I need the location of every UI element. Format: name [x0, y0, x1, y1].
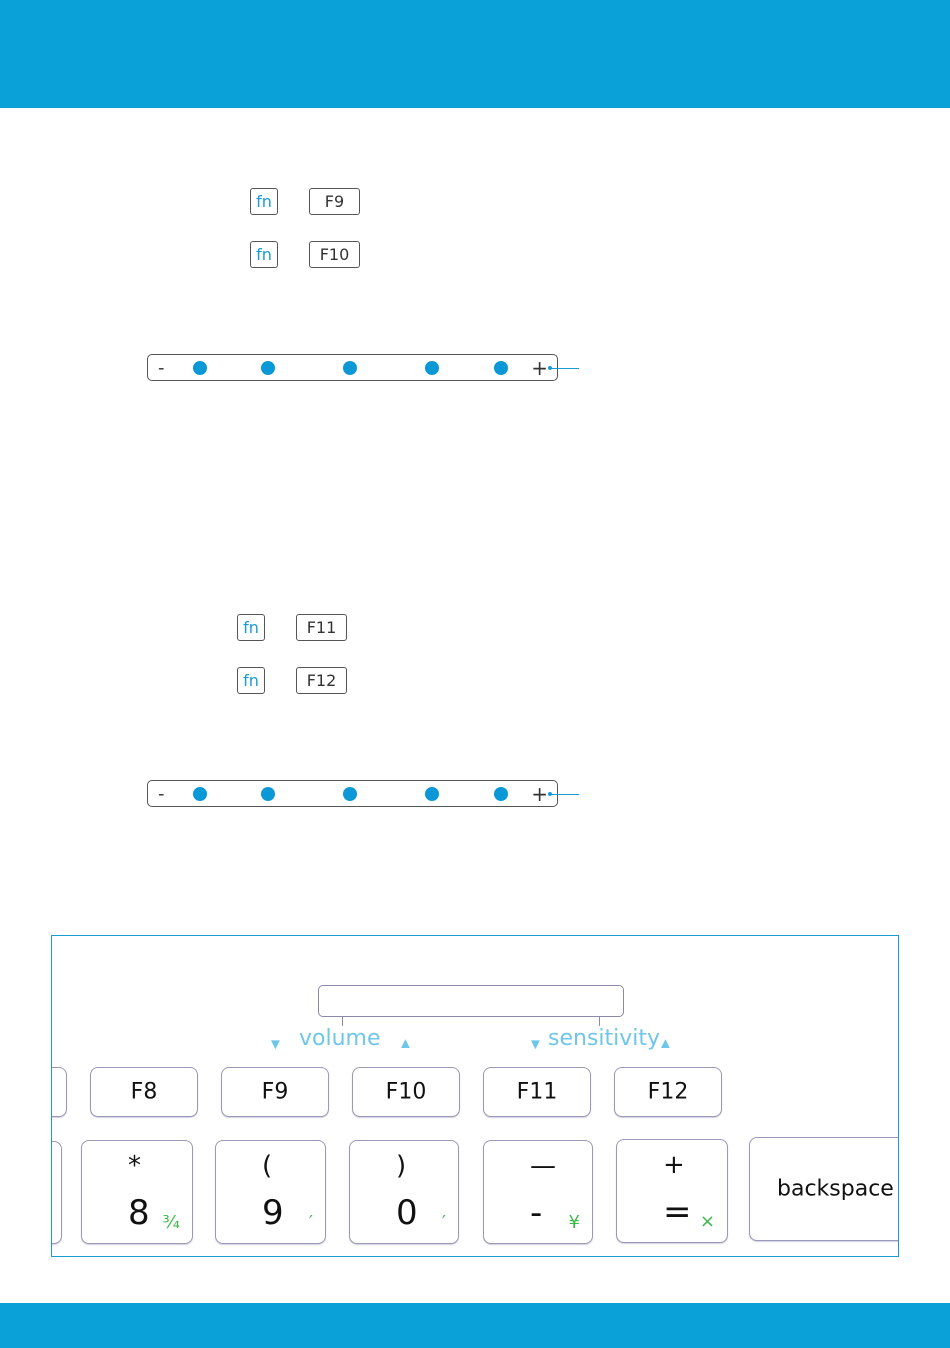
f12-key: F12 — [296, 667, 347, 694]
volume-level-indicator — [147, 354, 558, 381]
key-0: ) 0 ′ — [349, 1140, 459, 1244]
sensitivity-level-indicator — [147, 780, 558, 807]
partial-key — [51, 1141, 62, 1244]
display-bar — [318, 985, 624, 1017]
f11-key: F11 — [483, 1067, 591, 1117]
level-dot — [261, 787, 275, 801]
plus-icon: + — [531, 355, 548, 380]
minus-icon: - — [158, 357, 165, 378]
footer-band — [0, 1303, 950, 1348]
triangle-down-icon: ▼ — [268, 1036, 283, 1053]
fn-key: fn — [250, 188, 278, 215]
level-dot — [494, 361, 508, 375]
f9-key: F9 — [221, 1067, 329, 1117]
key-8: * 8 ¾ — [81, 1140, 193, 1244]
level-dot — [193, 361, 207, 375]
level-dot — [261, 361, 275, 375]
callout-line — [551, 794, 579, 795]
level-dot — [425, 787, 439, 801]
bar-tick — [342, 1017, 343, 1026]
f10-key: F10 — [309, 241, 360, 268]
level-dot — [193, 787, 207, 801]
plus-icon: + — [531, 781, 548, 806]
keyboard-illustration — [51, 935, 899, 1257]
callout-line — [551, 368, 579, 369]
volume-caption: volume — [299, 1026, 381, 1051]
minus-icon: - — [158, 783, 165, 804]
key-equals: + = × — [616, 1139, 728, 1243]
key-minus: — - ¥ — [483, 1140, 593, 1244]
partial-key — [51, 1067, 67, 1117]
triangle-up-icon: ▲ — [398, 1035, 413, 1052]
level-dot — [343, 787, 357, 801]
bar-tick — [599, 1017, 600, 1026]
backspace-key: backspace — [749, 1137, 899, 1241]
sensitivity-caption: sensitivity — [548, 1026, 661, 1051]
f11-key: F11 — [296, 614, 347, 641]
triangle-down-icon: ▼ — [528, 1036, 543, 1053]
f12-key: F12 — [614, 1067, 722, 1117]
f9-key: F9 — [309, 188, 360, 215]
fn-key: fn — [237, 667, 265, 694]
level-dot — [425, 361, 439, 375]
f8-key: F8 — [90, 1067, 198, 1117]
triangle-up-icon: ▲ — [658, 1035, 673, 1052]
fn-key: fn — [250, 241, 278, 268]
level-dot — [343, 361, 357, 375]
f10-key: F10 — [352, 1067, 460, 1117]
header-band — [0, 0, 950, 108]
key-9: ( 9 ′ — [215, 1140, 326, 1244]
level-dot — [494, 787, 508, 801]
fn-key: fn — [237, 614, 265, 641]
